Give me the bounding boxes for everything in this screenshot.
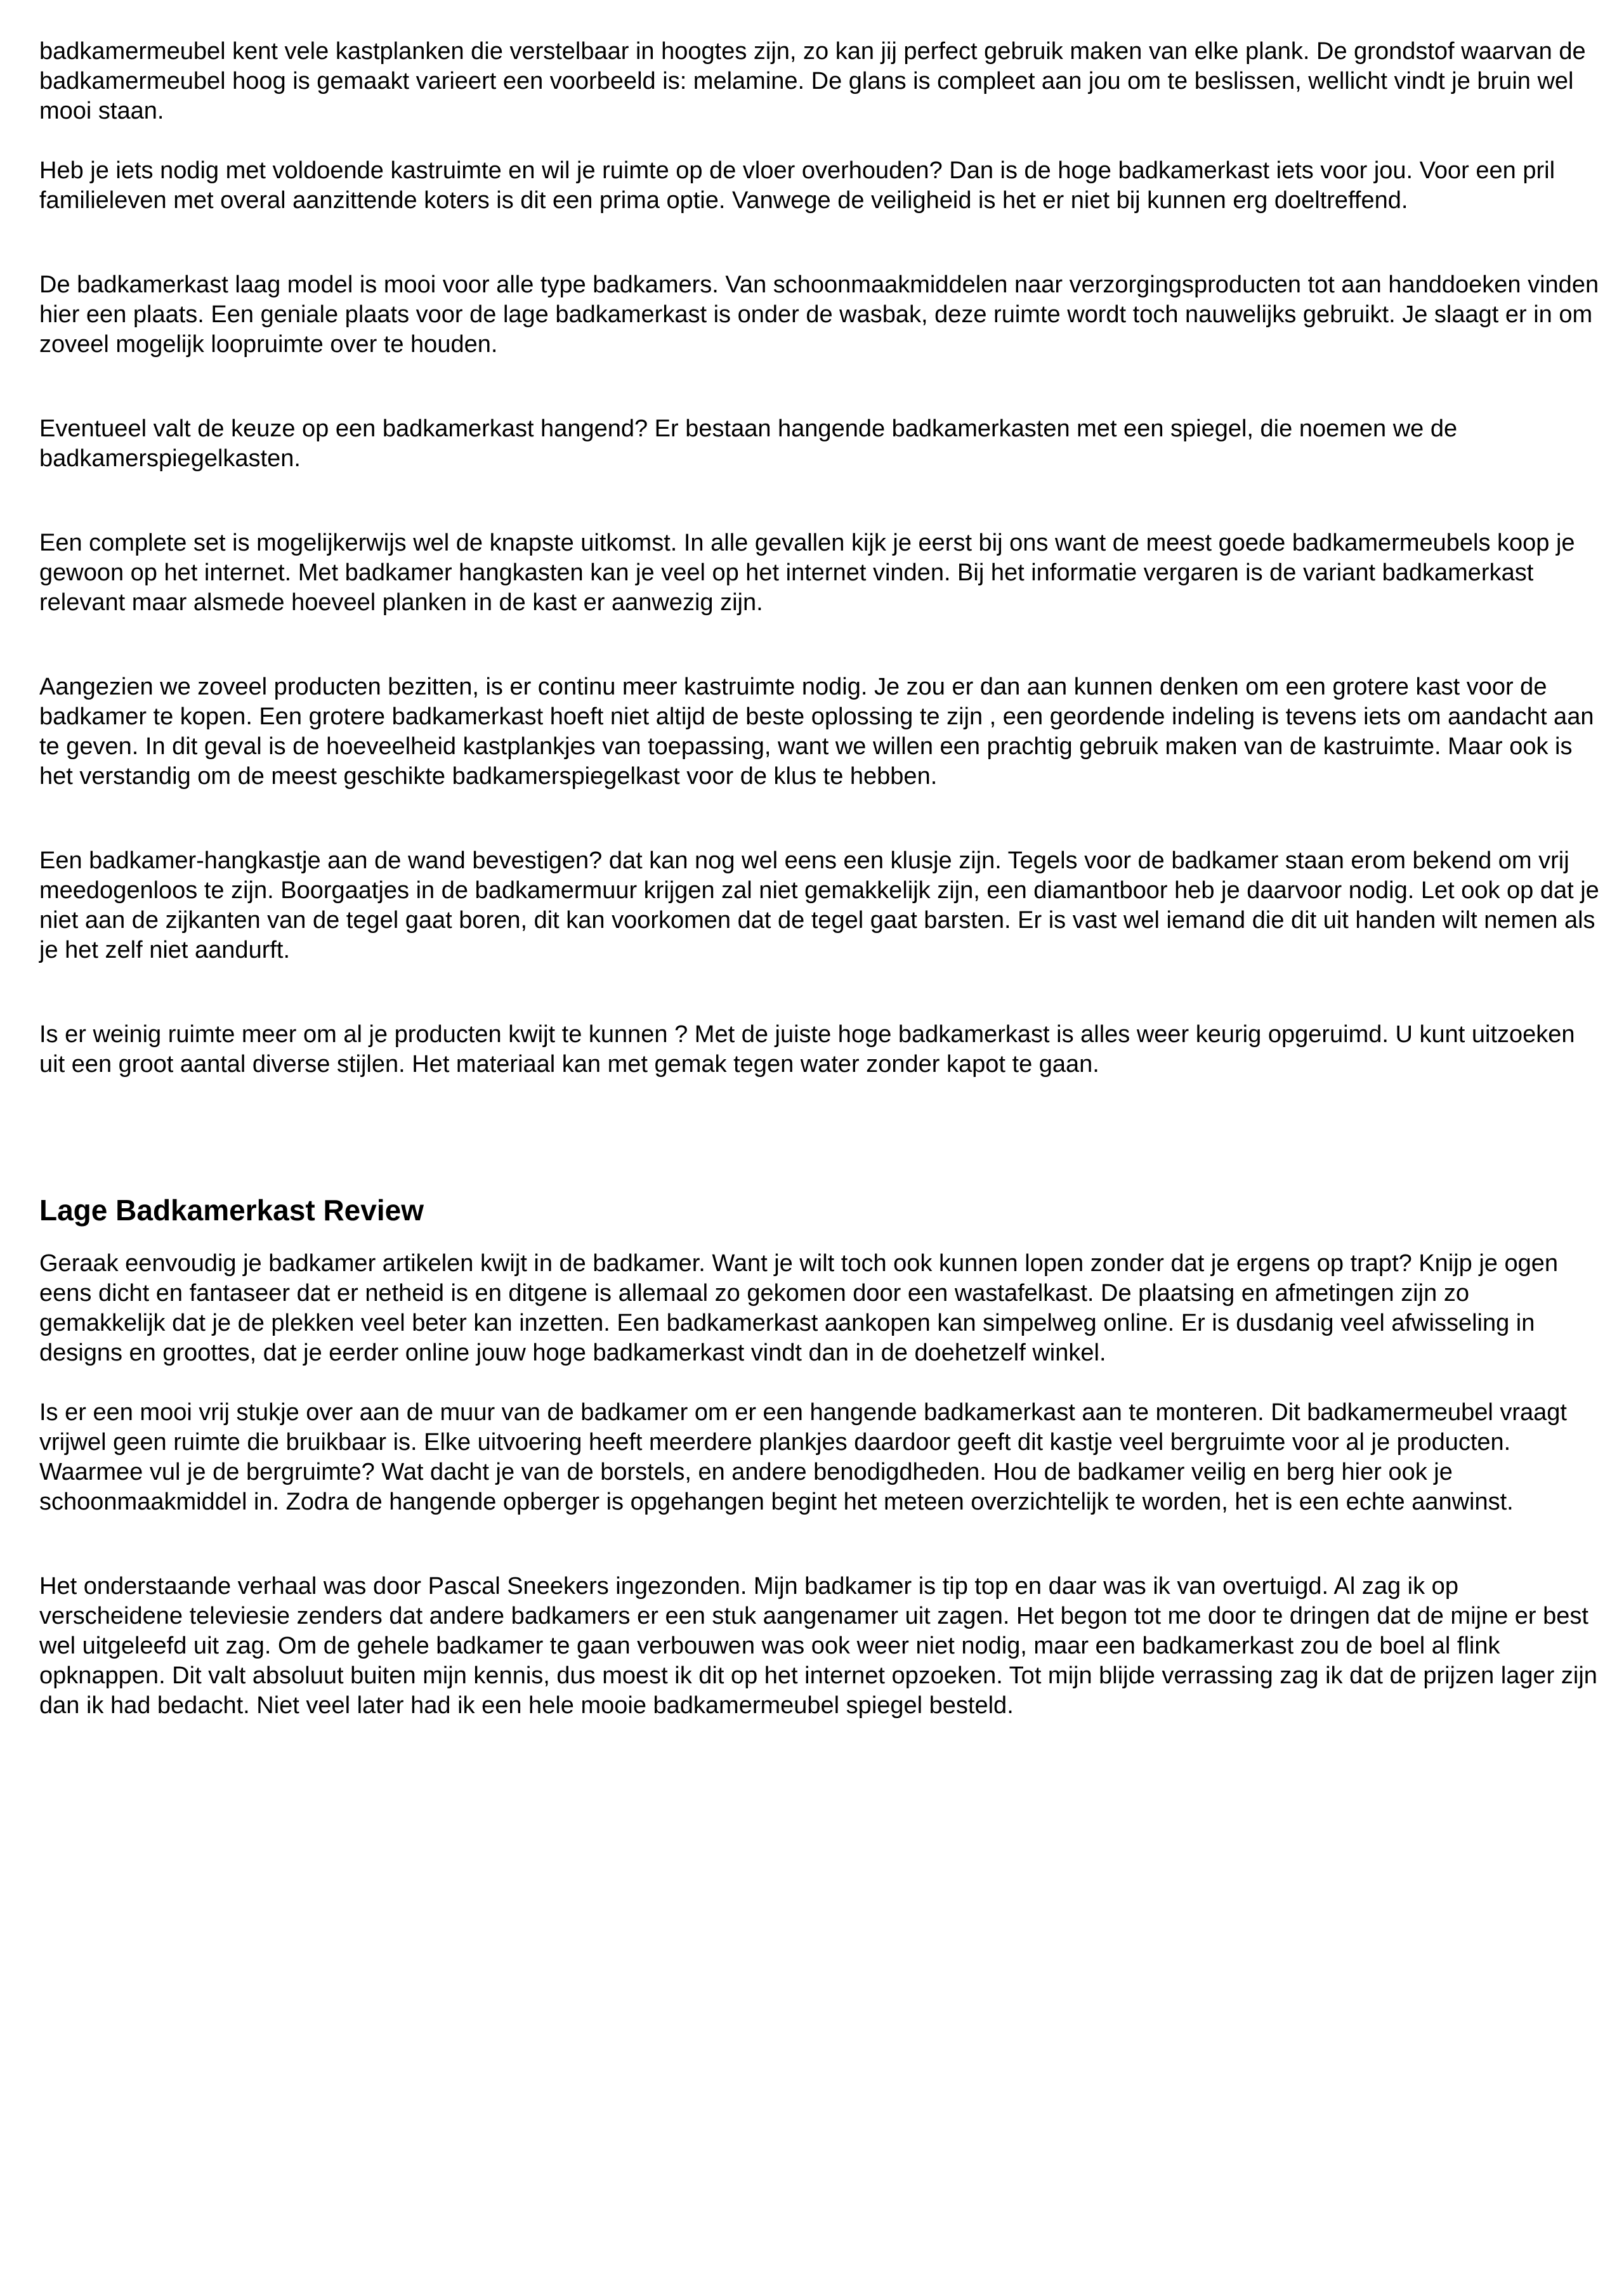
paragraph-intro-materials: badkamermeubel kent vele kastplanken die verstelbaar in hoogtes zijn, zo kan jij perfect gebruik maken van elke plank. De grondstof waarvan de badkamermeubel hoog is gemaakt varieert een voorbeeld is: melamine. De glans is compleet aan jou om te beslissen, wellicht vindt je bruin wel mooi staan. [39, 38, 1586, 124]
paragraph-high-cabinet: Heb je iets nodig met voldoende kastruimte en wil je ruimte op de vloer overhouden? Dan is de hoge badkamerkast iets voor jou. Voor een pril familieleven met overal aanzittende koters is dit een prima optie. Vanwege de veiligheid is het er niet bij kunnen erg doeltreffend. [39, 157, 1555, 214]
paragraph-low-model: De badkamerkast laag model is mooi voor alle type badkamers. Van schoonmaakmiddelen naar verzorgingsproducten tot aan handdoeken vinden hier een plaats. Een geniale plaats voor de lage badkamerkast is onder de wasbak, deze ruimte wordt toch nauwelijks gebruikt. Je slaagt er in om zoveel mogelijk loopruimte over te houden. [39, 271, 1599, 358]
section-heading: Lage Badkamerkast Review [39, 1194, 424, 1227]
paragraph-more-storage: Aangezien we zoveel producten bezitten, is er continu meer kastruimte nodig. Je zou er dan aan kunnen denken om een grotere kast voor de badkamer te kopen. Een grotere badkamerkast hoeft niet altijd de beste oplossing te zijn , een geordende indeling is tevens iets om aandacht aan te geven. In dit geval is de hoeveelheid kastplankjes van toepassing, want we willen een prachtig gebruik maken van de kastruimte. Maar ook is het verstandig om de meest geschikte badkamerspiegelkast voor de klus te hebben. [39, 674, 1594, 790]
paragraph-hanging-cabinet: Eventueel valt de keuze op een badkamerkast hangend? Er bestaan hangende badkamerkasten met een spiegel, die noemen we de badkamerspiegelkasten. [39, 415, 1458, 472]
document-page [39, 37, 1600, 1721]
paragraph-testimonial: Het onderstaande verhaal was door Pascal Sneekers ingezonden. Mijn badkamer is tip top en daar was ik van overtuigd. Al zag ik op verscheidene televiesie zenders dat andere badkamers er een stuk aangenamer uit zagen. Het begon tot me door te dringen dat de mijne er best wel uitgeleefd uit zag. Om de gehele badkamer te gaan verbouwen was ook weer niet nodig, maar een badkamerkast zou de boel al flink opknappen. Dit valt absoluut buiten mijn kennis, dus moest ik dit op het internet opzoeken. Tot mijn blijde verrassing zag ik dat de prijzen lager zijn dan ik had bedacht. Niet veel later had ik een hele mooie badkamermeubel spiegel besteld. [39, 1573, 1597, 1719]
paragraph-wall-space: Is er een mooi vrij stukje over aan de muur van de badkamer om er een hangende badkamerkast aan te monteren. Dit badkamermeubel vraagt vrijwel geen ruimte die bruikbaar is. Elke uitvoering heeft meerdere plankjes daardoor geeft dit kastje veel bergruimte voor al je producten. Waarmee vul je de bergruimte? Wat dacht je van de borstels, en andere benodigdheden. Hou de badkamer veilig en berg hier ook je schoonmaakmiddel in. Zodra de hangende opberger is opgehangen begint het meteen overzichtelijk te worden, het is een echte aanwinst. [39, 1399, 1567, 1515]
paragraph-complete-set: Een complete set is mogelijkerwijs wel de knapste uitkomst. In alle gevallen kijk je eerst bij ons want de meest goede badkamermeubels koop je gewoon op het internet. Met badkamer hangkasten kan je veel op het internet vinden. Bij het informatie vergaren is de variant badkamerkast relevant maar alsmede hoeveel planken in de kast er aanwezig zijn. [39, 530, 1575, 616]
paragraph-review-intro: Geraak eenvoudig je badkamer artikelen kwijt in de badkamer. Want je wilt toch ook kunnen lopen zonder dat je ergens op trapt? Knijp je ogen eens dicht en fantaseer dat er netheid is en ditgene is allemaal zo gekomen door een wastafelkast. De plaatsing en afmetingen zijn zo gemakkelijk dat je de plekken veel beter kan inzetten. Een badkamerkast aankopen kan simpelweg online. Er is dusdanig veel afwisseling in designs en groottes, dat je eerder online jouw hoge badkamerkast vindt dan in de doehetzelf winkel. [39, 1250, 1559, 1366]
paragraph-little-space: Is er weinig ruimte meer om al je producten kwijt te kunnen ? Met de juiste hoge badkamerkast is alles weer keurig opgeruimd. U kunt uitzoeken uit een groot aantal diverse stijlen. Het materiaal kan met gemak tegen water zonder kapot te gaan. [39, 1021, 1575, 1078]
paragraph-wall-mounting: Een badkamer-hangkastje aan de wand bevestigen? dat kan nog wel eens een klusje zijn. Tegels voor de badkamer staan erom bekend om vrij meedogenloos te zijn. Boorgaatjes in de badkamermuur krijgen zal niet gemakkelijk zijn, een diamantboor heb je daarvoor nodig. Let ook op dat je niet aan de zijkanten van de tegel gaat boren, dit kan voorkomen dat de tegel gaat barsten. Er is vast wel iemand die dit uit handen wilt nemen als je het zelf niet aandurft. [39, 847, 1599, 963]
